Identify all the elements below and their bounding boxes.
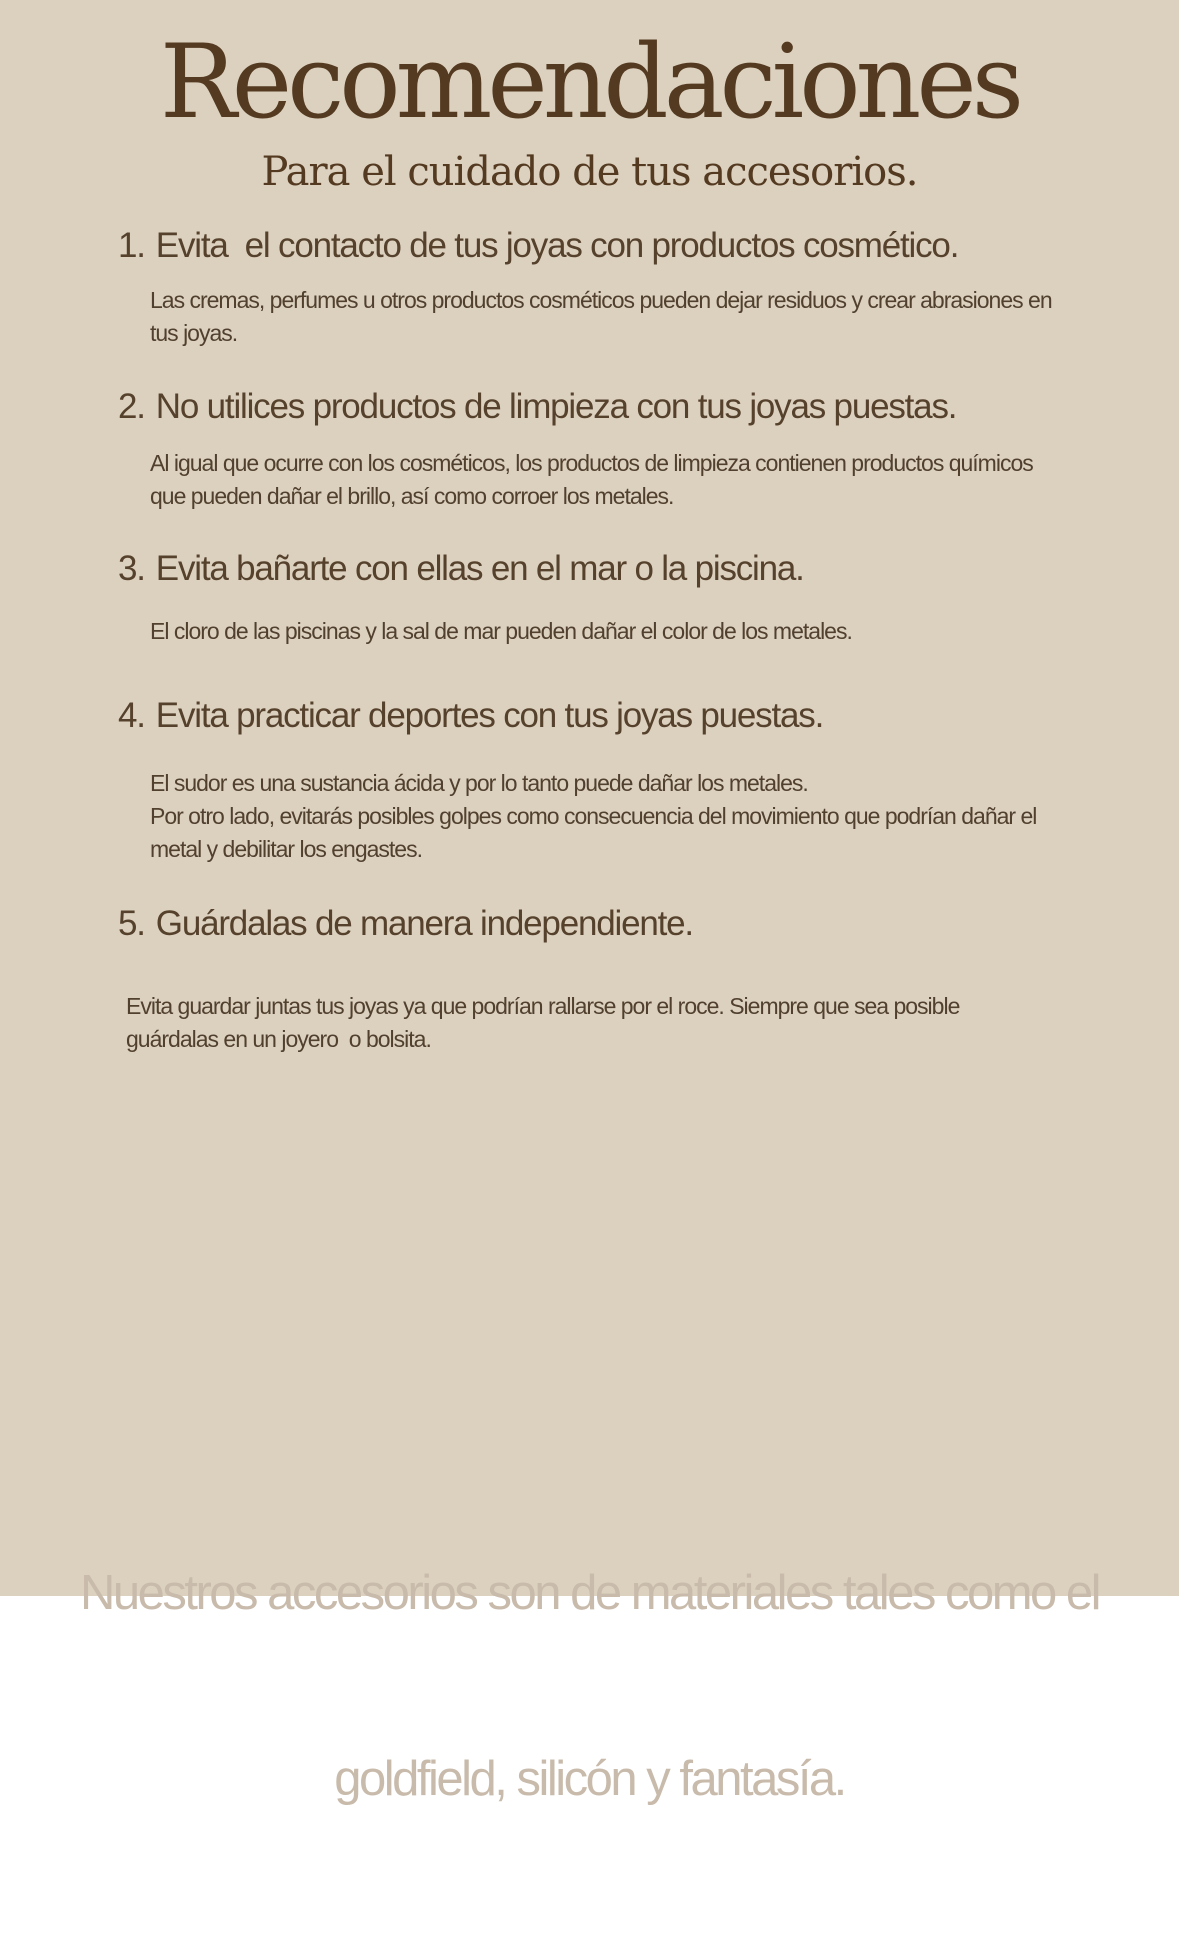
item-body-paragraph: Al igual que ocurre con los cosméticos, los productos de limpieza contienen productos químicos que pueden dañar el brillo, así como corroer los metales. — [150, 450, 1039, 509]
recommendation-item-5 — [118, 903, 1098, 1056]
footer-line-1: Nuestros accesorios son de materiales tales como el — [79, 1566, 1100, 1620]
item-body-paragraph: El sudor es una sustancia ácida y por lo tanto puede dañar los metales. — [150, 770, 808, 796]
recommendation-item-4 — [118, 695, 1098, 866]
item-body-paragraph: Las cremas, perfumes u otros productos cosméticos pueden dejar residuos y crear abrasiones en tus joyas. — [150, 287, 1058, 346]
item-body — [150, 615, 1062, 648]
item-number: 4. — [118, 696, 145, 735]
recommendation-item-1 — [118, 225, 1098, 350]
item-body — [126, 990, 1038, 1056]
item-heading — [118, 225, 1098, 267]
page-subtitle: Para el cuidado de tus accesorios. — [261, 149, 918, 195]
item-heading — [118, 695, 1098, 737]
item-body-paragraph: El cloro de las piscinas y la sal de mar pueden dañar el color de los metales. — [150, 618, 852, 644]
page-title: Recomendaciones — [159, 23, 1020, 142]
item-heading — [118, 903, 1098, 945]
item-heading — [118, 548, 1098, 590]
item-title: Evita practicar deportes con tus joyas puestas. — [155, 696, 824, 735]
item-title: Guárdalas de manera independiente. — [155, 904, 693, 943]
footer-note — [0, 1438, 1179, 1934]
item-number: 2. — [118, 387, 145, 426]
item-number: 3. — [118, 549, 145, 588]
item-number: 5. — [118, 904, 145, 943]
item-body — [150, 447, 1062, 513]
item-title: Evita bañarte con ellas en el mar o la piscina. — [155, 549, 804, 588]
item-body — [150, 284, 1062, 350]
item-number: 1. — [118, 226, 145, 265]
recommendation-item-3 — [118, 548, 1098, 648]
item-body — [150, 767, 1062, 866]
item-body-paragraph: Por otro lado, evitarás posibles golpes como consecuencia del movimiento que podrían dañar el metal y debilitar los engastes. — [150, 803, 1042, 862]
item-title: No utilices productos de limpieza con tus joyas puestas. — [155, 387, 957, 426]
item-title: Evita el contacto de tus joyas con productos cosmético. — [155, 226, 959, 265]
item-heading — [118, 386, 1098, 428]
recommendation-item-2 — [118, 386, 1098, 513]
footer-line-2: goldfield, silicón y fantasía. — [334, 1752, 845, 1806]
item-body-paragraph: Evita guardar juntas tus joyas ya que podrían rallarse por el roce. Siempre que sea posible guárdalas en un joyero o bolsita. — [126, 993, 965, 1052]
